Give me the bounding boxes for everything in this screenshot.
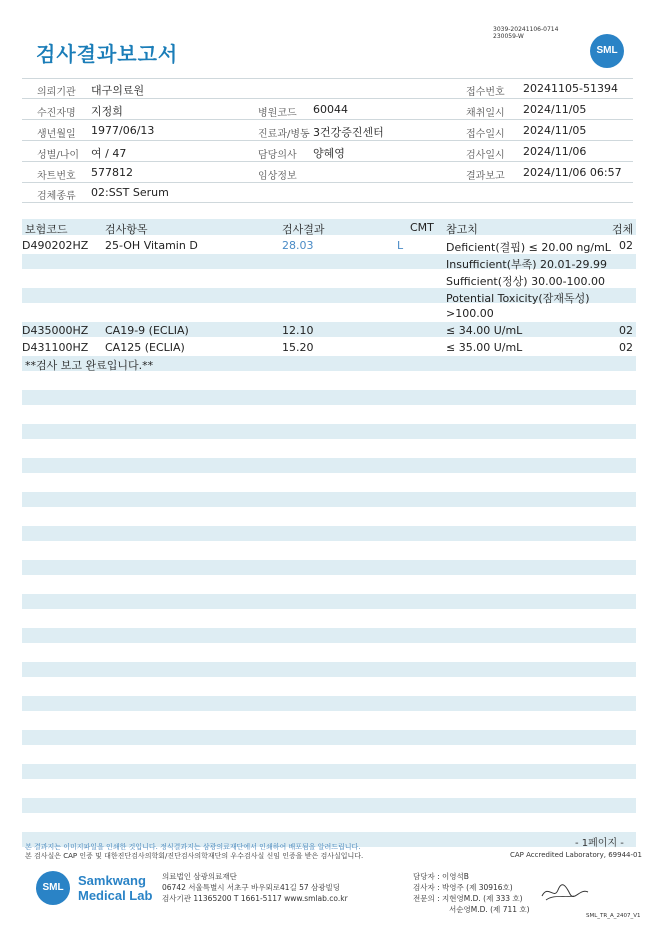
- signature-icon: [540, 880, 590, 904]
- birth-value: 1977/06/13: [91, 124, 155, 137]
- collection-date-label: 채취일시: [466, 108, 505, 119]
- staff-line: 서순영M.D. (제 711 호): [449, 905, 530, 914]
- info-divider: [22, 98, 633, 99]
- row-band: [22, 628, 636, 643]
- column-header-cmt: CMT: [410, 221, 434, 234]
- doctor-value: 양혜영: [313, 147, 345, 160]
- department-label: 진료과/병동: [258, 129, 310, 140]
- staff-block: [413, 871, 530, 915]
- document-code: [493, 26, 558, 40]
- hospital-code-label: 병원코드: [258, 108, 297, 119]
- column-header-test-item: 검사항목: [105, 223, 148, 236]
- staff-line: 담당자 : 이영석B: [413, 872, 469, 881]
- document-code-line-2: 230059-W: [493, 33, 524, 40]
- row-test-item: CA19-9 (ECLIA): [105, 324, 189, 337]
- row-band: [22, 560, 636, 575]
- row-band: [22, 594, 636, 609]
- report-date-label: 결과보고: [466, 171, 505, 182]
- institution-label: 의뢰기관: [37, 87, 76, 98]
- row-insurance-code: D431100HZ: [22, 341, 89, 354]
- patient-value: 지정희: [91, 105, 123, 118]
- info-divider: [22, 119, 633, 120]
- page-number: - 1페이지 -: [575, 838, 624, 849]
- brand-name-line-2: Medical Lab: [78, 888, 153, 903]
- row-insurance-code: D490202HZ: [22, 239, 89, 252]
- test-date-label: 검사일시: [466, 150, 505, 161]
- receipt-date-value: 2024/11/05: [523, 124, 587, 137]
- row-reference-range: Insufficient(부족) 20.01-29.99: [446, 258, 607, 271]
- brand-name: [78, 873, 152, 903]
- column-header-reference: 참고치: [446, 223, 478, 236]
- sml-footer-logo: SML: [36, 871, 70, 905]
- row-band: [22, 764, 636, 779]
- staff-line: 검사자 : 박영주 (제 30916호): [413, 883, 513, 892]
- hospital-code-value: 60044: [313, 103, 348, 116]
- brand-name-line-1: Samkwang: [78, 873, 146, 888]
- report-complete-note: **검사 보고 완료입니다.**: [25, 359, 154, 372]
- report-date-value: 2024/11/06 06:57: [523, 166, 622, 179]
- row-reference-range: Potential Toxicity(잠재독성): [446, 292, 590, 305]
- staff-line: 전문의 : 지현영M.D. (제 333 호): [413, 894, 523, 903]
- column-header-insurance-code: 보험코드: [25, 223, 68, 236]
- row-test-item: CA125 (ECLIA): [105, 341, 185, 354]
- chart-no-value: 577812: [91, 166, 133, 179]
- row-band: [22, 492, 636, 507]
- info-bottom-divider: [22, 202, 633, 203]
- row-band: [22, 798, 636, 813]
- doctor-label: 담당의사: [258, 150, 297, 161]
- info-divider: [22, 182, 633, 183]
- organization-name: 의료법인 삼광의료재단: [162, 872, 237, 881]
- row-reference-range: ≤ 34.00 U/mL: [446, 324, 523, 337]
- form-code: SML_TR_A_2407_V1: [586, 913, 641, 919]
- contact-text: 검사기관 11365200 T 1661-5117 www.smlab.co.kr: [162, 894, 348, 903]
- report-title: 검사결과보고서: [36, 42, 179, 66]
- row-reference-range: >100.00: [446, 307, 494, 320]
- row-reference-range: Deficient(결핍) ≤ 20.00 ng/mL: [446, 241, 611, 254]
- receipt-no-label: 접수번호: [466, 87, 505, 98]
- row-band: [22, 526, 636, 541]
- print-disclaimer: 본 결과지는 이미지파일을 인쇄한 것입니다. 정식결과지는 삼광의료재단에서 인쇄하여 배포됨을 알려드립니다.: [25, 843, 361, 851]
- row-result-value: 28.03: [282, 239, 314, 252]
- row-band: [22, 662, 636, 677]
- row-specimen-code: 02: [619, 341, 633, 354]
- row-band: [22, 730, 636, 745]
- clinical-info-label: 임상정보: [258, 171, 297, 182]
- sml-logo: SML: [590, 34, 624, 68]
- receipt-date-label: 접수일시: [466, 129, 505, 140]
- department-value: 3건강증진센터: [313, 126, 384, 139]
- sex-age-label: 성별/나이: [37, 150, 80, 161]
- row-band: [22, 696, 636, 711]
- row-result-value: 15.20: [282, 341, 314, 354]
- row-specimen-code: 02: [619, 239, 633, 252]
- patient-label: 수진자명: [37, 108, 76, 119]
- specimen-type-label: 검체종류: [37, 191, 76, 202]
- row-band: [22, 458, 636, 473]
- document-code-line-1: 3039-20241106-0714: [493, 26, 559, 33]
- info-divider: [22, 161, 633, 162]
- receipt-no-value: 20241105-51394: [523, 82, 618, 95]
- row-test-item: 25-OH Vitamin D: [105, 239, 198, 252]
- sex-age-value: 여 / 47: [91, 147, 127, 160]
- cap-accreditation: CAP Accredited Laboratory, 69944-01: [510, 851, 642, 859]
- test-date-value: 2024/11/06: [523, 145, 587, 158]
- collection-date-value: 2024/11/05: [523, 103, 587, 116]
- column-header-result: 검사결과: [282, 223, 325, 236]
- column-header-specimen: 검체: [612, 223, 634, 236]
- row-low-flag: L: [397, 239, 404, 252]
- accreditation-statement: 본 검사실은 CAP 인증 및 대한진단검사의학회/진단검사의학재단의 우수검사실 신임 인증을 받은 검사실입니다.: [25, 852, 364, 860]
- birth-label: 생년월일: [37, 129, 76, 140]
- row-reference-range: ≤ 35.00 U/mL: [446, 341, 523, 354]
- specimen-type-value: 02:SST Serum: [91, 186, 169, 199]
- row-band: [22, 424, 636, 439]
- institution-value: 대구의료원: [91, 84, 145, 97]
- row-insurance-code: D435000HZ: [22, 324, 89, 337]
- row-result-value: 12.10: [282, 324, 314, 337]
- chart-no-label: 차트번호: [37, 171, 76, 182]
- row-band: [22, 390, 636, 405]
- row-specimen-code: 02: [619, 324, 633, 337]
- info-divider: [22, 140, 633, 141]
- lab-address-block: [162, 871, 348, 904]
- address-text: 06742 서울특별시 서초구 바우뫼로41길 57 삼광빌딩: [162, 883, 341, 892]
- row-reference-range: Sufficient(정상) 30.00-100.00: [446, 275, 606, 288]
- info-top-divider: [22, 78, 633, 79]
